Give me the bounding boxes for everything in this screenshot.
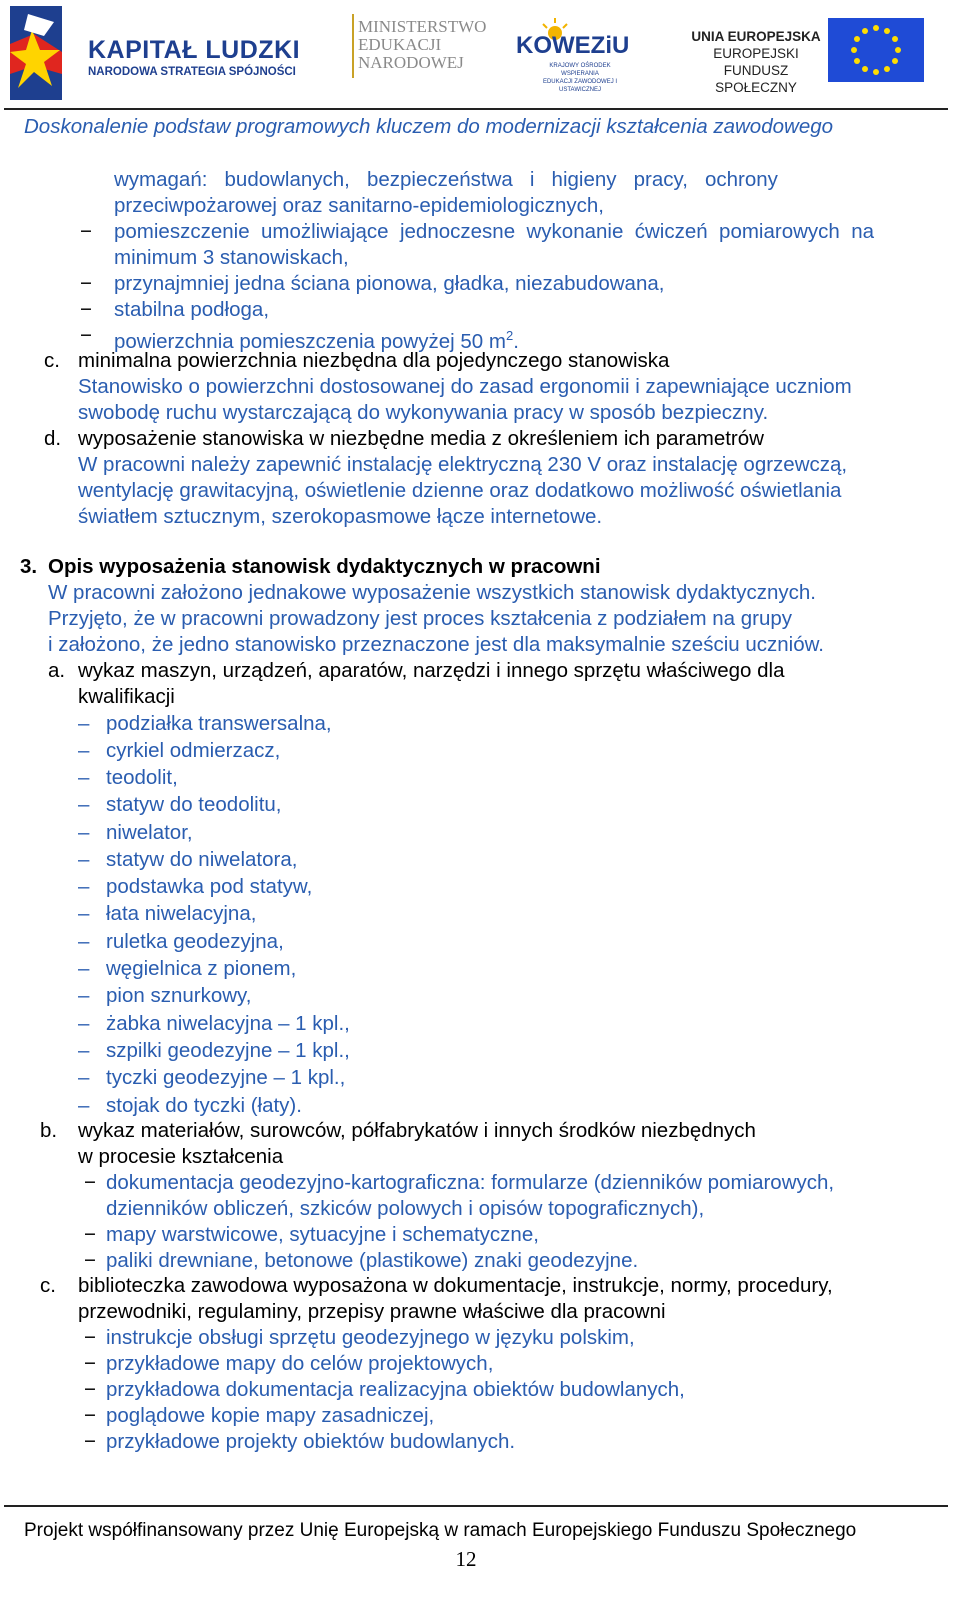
paragraph-line: Stanowisko o powierzchni dostosowanej do zasad ergonomii i zapewniające uczniom [78,375,852,398]
kapital-ludzki-title: KAPITAŁ LUDZKI [88,36,301,64]
list-dash: – [78,848,90,871]
list-item: teodolit, [106,766,178,789]
koweziu-subtitle [530,62,630,94]
list-dash: − [84,1378,96,1401]
eu-text [690,28,822,96]
eu-text-line: FUNDUSZ SPOŁECZNY [715,63,797,95]
paragraph-line: Przyjęto, że w pracowni prowadzony jest proces kształcenia z podziałem na grupy [48,607,793,630]
paragraph-line: i założono, że jedno stanowisko przeznaczone jest dla maksymalnie sześciu uczniów. [48,633,824,656]
list-item-continuation: dzienników obliczeń, szkiców polowych i opisów topograficznych), [106,1197,705,1220]
list-item: węgielnica z pionem, [106,957,297,980]
list-dash: − [84,1223,96,1246]
list-item: statyw do niwelatora, [106,848,298,871]
subsection-heading: wykaz materiałów, surowców, półfabrykatów i innych środków niezbędnych [78,1119,756,1142]
list-dash: − [80,324,92,347]
list-dash: − [80,272,92,295]
list-item: paliki drewniane, betonowe (plastikowe) znaki geodezyjne. [106,1249,639,1272]
ministry-line: NARODOWEJ [358,53,464,72]
subsection-heading: w procesie kształcenia [78,1145,284,1168]
paragraph-line: wymagań: budowlanych, bezpieczeństwa i higieny pracy, ochrony [114,168,778,191]
list-item: żabka niwelacyjna – 1 kpl., [106,1012,350,1035]
list-dash: – [78,902,90,925]
ministry-line: MINISTERSTWO [358,17,487,36]
list-dash: – [78,821,90,844]
ministry-logo [358,18,486,72]
eu-text-line: EUROPEJSKI [713,46,799,61]
list-item: stojak do tyczki (łaty). [106,1094,302,1117]
list-item: przykładowa dokumentacja realizacyjna obiektów budowlanych, [106,1378,685,1401]
list-dash: – [78,930,90,953]
section-heading: Opis wyposażenia stanowisk dydaktycznych w pracowni [48,555,601,578]
list-dash: – [78,1012,90,1035]
footer-text: Projekt współfinansowany przez Unię Europejską w ramach Europejskiego Funduszu Społecznego [24,1520,857,1541]
list-item: przykładowe mapy do celów projektowych, [106,1352,494,1375]
list-item: dokumentacja geodezyjno-kartograficzna: formularze (dzienników pomiarowych, [106,1171,835,1194]
list-item: niwelator, [106,821,193,844]
list-dash: − [80,220,92,243]
list-dash: – [78,875,90,898]
paragraph-line: W pracowni założono jednakowe wyposażenie wszystkich stanowisk dydaktycznych. [48,581,816,604]
list-item-continuation: minimum 3 stanowiskach, [114,246,349,269]
koweziu-name: KOWEZiU [516,32,630,59]
list-item: podstawka pod statyw, [106,875,313,898]
list-dash: − [84,1326,96,1349]
list-item: pomieszczenie umożliwiające jednoczesne wykonanie ćwiczeń pomiarowych na [114,220,875,243]
list-item: stabilna podłoga, [114,298,270,321]
superscript: 2 [505,328,514,343]
list-item: cyrkiel odmierzacz, [106,739,281,762]
list-dash: − [84,1352,96,1375]
list-dash: – [78,1066,90,1089]
ministry-bar [352,14,354,78]
eu-flag-icon [828,18,924,82]
list-item: łata niwelacyjna, [106,902,257,925]
list-dash: – [78,793,90,816]
paragraph-line: wentylację grawitacyjną, oświetlenie dzienne oraz dodatkowo możliwość oświetlania [78,479,842,502]
subsection-heading: minimalna powierzchnia niezbędna dla pojedynczego stanowiska [78,349,670,372]
subsection-heading: kwalifikacji [78,685,175,708]
running-title: Doskonalenie podstaw programowych kluczem do modernizacji kształcenia zawodowego [24,115,834,138]
list-dash: – [78,1039,90,1062]
list-item: tyczki geodezyjne – 1 kpl., [106,1066,346,1089]
paragraph-line: światłem sztucznym, szerokopasmowe łącze internetowe. [78,505,603,528]
list-dash: − [84,1430,96,1453]
list-dash: − [80,298,92,321]
list-dash: – [78,984,90,1007]
paragraph-line: W pracowni należy zapewnić instalację elektryczną 230 V oraz instalację ogrzewczą, [78,453,848,476]
subsection-heading: przewodniki, regulaminy, przepisy prawne właściwe dla pracowni [78,1300,666,1323]
list-item: przykładowe projekty obiektów budowlanych. [106,1430,516,1453]
list-dash: − [84,1249,96,1272]
list-item: pion sznurkowy, [106,984,252,1007]
list-item: statyw do teodolitu, [106,793,282,816]
list-dash: − [84,1404,96,1427]
paragraph-line: swobodę ruchu wystarczającą do wykonywania pracy w sposób bezpieczny. [78,401,769,424]
list-label: b. [40,1119,58,1142]
paragraph-line: przeciwpożarowej oraz sanitarno-epidemiologicznych, [114,194,604,217]
list-item: przynajmniej jedna ściana pionowa, gładka, niezabudowana, [114,272,665,295]
list-item-end: . [513,329,519,353]
list-item: podziałka transwersalna, [106,712,332,735]
kapital-ludzki-subtitle: NARODOWA STRATEGIA SPÓJNOŚCI [88,66,296,78]
list-item: mapy warstwicowe, sytuacyjne i schematyczne, [106,1223,539,1246]
list-dash: – [78,739,90,762]
header-rule [4,108,948,110]
list-label: c. [40,1274,56,1297]
list-label: a. [48,659,66,682]
list-dash: – [78,1094,90,1117]
kapital-ludzki-emblem [4,4,66,102]
subsection-heading: wyposażenie stanowiska w niezbędne media z określeniem ich parametrów [78,427,764,450]
list-dash: – [78,957,90,980]
subsection-heading: biblioteczka zawodowa wyposażona w dokumentacje, instrukcje, normy, procedury, [78,1274,833,1297]
list-dash: – [78,712,90,735]
eu-text-line: UNIA EUROPEJSKA [691,29,821,44]
list-item: ruletka geodezyjna, [106,930,284,953]
ministry-line: EDUKACJI [358,35,442,54]
list-item: instrukcje obsługi sprzętu geodezyjnego w języku polskim, [106,1326,635,1349]
list-label: c. [44,349,60,372]
koweziu-subtitle-line: KRAJOWY OŚRODEK WSPIERANIA [549,63,611,77]
list-item: szpilki geodezyjne – 1 kpl., [106,1039,350,1062]
list-item: poglądowe kopie mapy zasadniczej, [106,1404,435,1427]
list-dash: − [84,1171,96,1194]
koweziu-subtitle-line: EDUKACJI ZAWODOWEJ I USTAWICZNEJ [542,79,618,93]
list-item-text: powierzchnia pomieszczenia powyżej 50 m [114,329,506,353]
footer-rule [4,1505,948,1507]
subsection-heading: wykaz maszyn, urządzeń, aparatów, narzędzi i innego sprzętu właściwego dla [78,659,785,682]
section-number: 3. [20,555,38,578]
page-number: 12 [455,1547,477,1571]
list-dash: – [78,766,90,789]
list-label: d. [44,427,62,450]
